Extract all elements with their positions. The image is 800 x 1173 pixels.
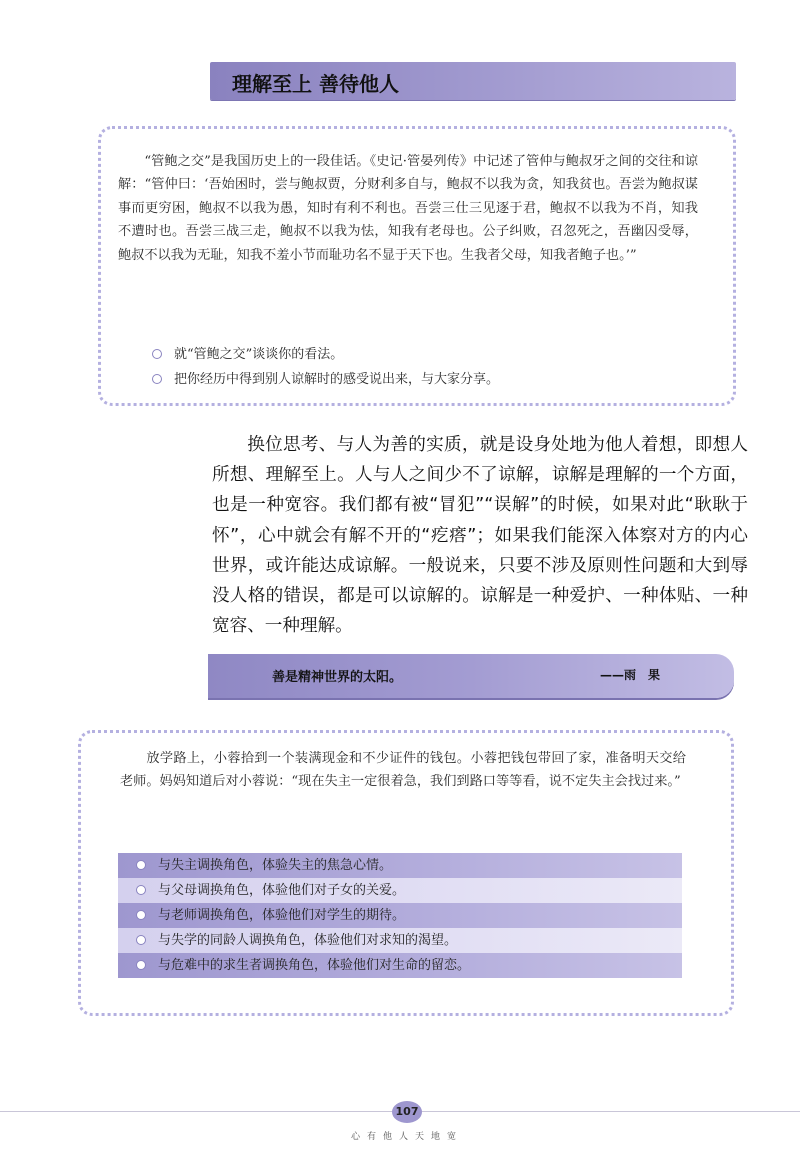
- question-text: 把你经历中得到别人谅解时的感受说出来，与大家分享。: [174, 372, 500, 387]
- quote-author: ——雨 果: [600, 668, 661, 682]
- question-item: [152, 343, 343, 362]
- story-text-wallet: 放学路上，小蓉拾到一个装满现金和不少证件的钱包。小蓉把钱包带回了家，准备明天交给老师。妈妈知道后对小蓉说：“现在失主一定很着急，我们到路口等等看，说不定失主会找过来。”: [120, 751, 686, 789]
- circle-bullet-icon: [152, 349, 162, 359]
- option-item: [118, 903, 682, 928]
- circle-bullet-icon: [136, 885, 146, 895]
- section-title: 理解至上 善待他人: [232, 72, 399, 96]
- quote-banner: [208, 654, 734, 698]
- circle-bullet-icon: [136, 935, 146, 945]
- main-paragraph: 换位思考、与人为善的实质，就是设身处地为他人着想，即想人所想、理解至上。人与人之间少不了谅解，谅解是理解的一个方面，也是一种宽容。我们都有被“冒犯”“误解”的时候，如果对此“耿耿于怀”，心中就会有解不开的“疙瘩”；如果我们能深入体察对方的内心世界，或许能达成谅解。一般说来，只要不涉及原则性问题和大到辱没人格的错误，都是可以谅解的。谅解是一种爱护、一种体贴、一种宽容、一种理解。: [212, 435, 748, 637]
- role-swap-options: [118, 853, 682, 978]
- circle-bullet-icon: [136, 910, 146, 920]
- circle-bullet-icon: [136, 960, 146, 970]
- question-item: [152, 368, 499, 387]
- footer-motto: 心有他人天地宽: [350, 1132, 463, 1142]
- option-text: 与失主调换角色，体验失主的焦急心情。: [158, 858, 393, 873]
- story-text-guanbao: “管鲍之交”是我国历史上的一段佳话。《史记·管晏列传》中记述了管仲与鲍叔牙之间的交往和谅解：“管仲曰：‘吾始困时，尝与鲍叔贾，分财利多自与，鲍叔不以我为贪，知我贫也。吾尝为鲍叔谋事而更穷困，鲍叔不以我为愚，知时有利不利也。吾尝三仕三见逐于君，鲍叔不以我为不肖，知我不遭时也。吾尝三战三走，鲍叔不以我为怯，知我有老母也。公子纠败，召忽死之，吾幽囚受辱，鲍叔不以我为无耻，知我不羞小节而耻功名不显于天下也。生我者父母，知我者鲍子也。’”: [118, 154, 698, 263]
- quote-text: 善是精神世界的太阳。: [272, 670, 403, 685]
- option-item: [118, 928, 682, 953]
- question-text: 就“管鲍之交”谈谈你的看法。: [174, 347, 344, 362]
- circle-bullet-icon: [136, 860, 146, 870]
- option-text: 与老师调换角色，体验他们对学生的期待。: [158, 908, 406, 923]
- option-item: [118, 953, 682, 978]
- option-item: [118, 853, 682, 878]
- section-title-banner: [210, 62, 736, 100]
- option-text: 与失学的同龄人调换角色，体验他们对求知的渴望。: [158, 933, 458, 948]
- option-item: [118, 878, 682, 903]
- option-text: 与危难中的求生者调换角色，体验他们对生命的留恋。: [158, 958, 471, 973]
- circle-bullet-icon: [152, 374, 162, 384]
- option-text: 与父母调换角色，体验他们对子女的关爱。: [158, 883, 406, 898]
- page-number: 107: [392, 1101, 422, 1123]
